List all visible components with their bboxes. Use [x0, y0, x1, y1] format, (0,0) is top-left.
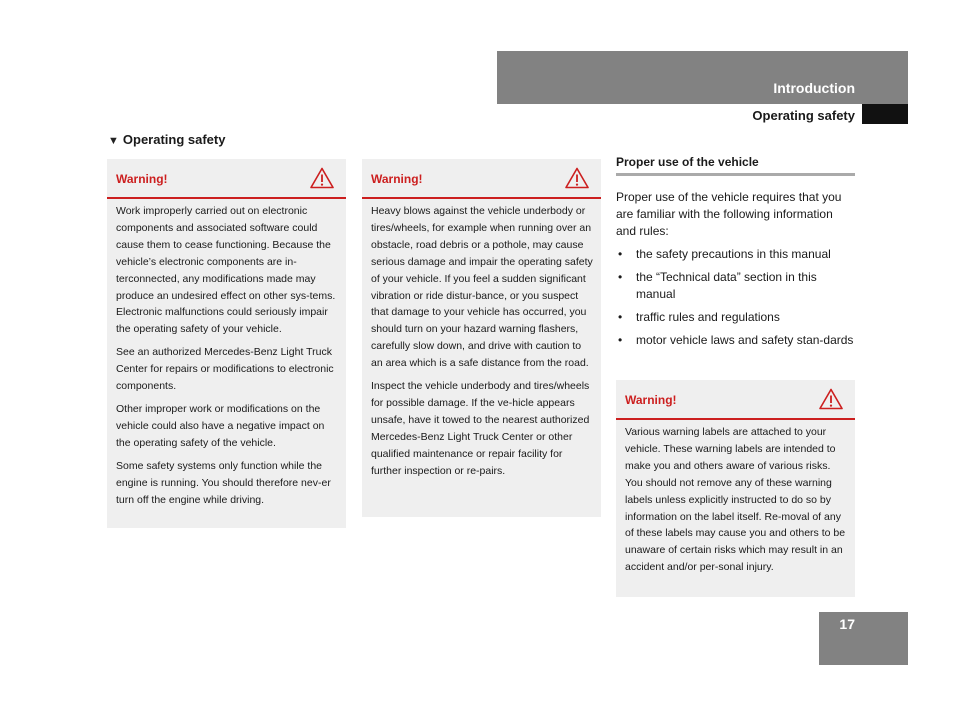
warning-triangle-icon — [565, 167, 589, 189]
proper-use-list — [616, 246, 855, 349]
page-number: 17 — [839, 616, 855, 632]
page-number-box — [819, 612, 908, 665]
warning-header — [107, 159, 346, 199]
list-item: • motor vehicle laws and safety stan-dards — [616, 332, 855, 349]
warning-box-labels — [616, 380, 855, 597]
chapter-title: Introduction — [773, 80, 855, 96]
warning-header — [616, 380, 855, 420]
list-item: • the “Technical data” section in this manual — [616, 269, 855, 303]
chapter-header-band — [497, 51, 908, 104]
warning-paragraph: Some safety systems only function while the engine is running. You should therefore nev-er turn off the engine while driving. — [116, 459, 331, 506]
warning-body — [362, 199, 601, 494]
warning-paragraph: Other improper work or modifications on the vehicle could also have a negative impact on the operating safety of the vehicle. — [116, 402, 325, 449]
warning-paragraph: Work improperly carried out on electronic components and associated software could cause them to cease functioning. Because the vehicle’s electronic components are in-terconnected, any modifications made may produce an undesired effect on other sys-tems. Electronic malfunctions could seriously impair the operating safety of your vehicle. — [116, 205, 336, 336]
triangle-down-icon: ▼ — [108, 135, 119, 147]
warning-paragraph: Inspect the vehicle underbody and tires/wheels for possible damage. If the ve-hicle appears unsafe, have it towed to the nearest authorized Mercedes-Benz Light Truck Center or other qualified maintenance or repair facility for further inspection or re-pairs. — [371, 380, 590, 477]
warning-label: Warning! — [116, 172, 168, 186]
section-subtitle: Operating safety — [752, 108, 855, 123]
proper-use-heading: Proper use of the vehicle — [616, 155, 855, 176]
list-item: • traffic rules and regulations — [616, 309, 855, 326]
warning-box-underbody — [362, 159, 601, 517]
warning-paragraph: Various warning labels are attached to your vehicle. These warning labels are intended to make you and others aware of various risks. You should not remove any of these warning labels unless explicitly instructed to do so by information on the label itself. Re-moval of any of these labels may cause you and others to be unaware of certain risks which may result in an accident and/or per-sonal injury. — [625, 426, 846, 574]
warning-paragraph: See an authorized Mercedes-Benz Light Truck Center for repairs or modifications to electronic components. — [116, 346, 334, 393]
warning-triangle-icon — [310, 167, 334, 189]
section-tab-marker — [862, 104, 908, 124]
proper-use-section — [616, 155, 855, 355]
section-heading-text: Operating safety — [122, 132, 226, 147]
warning-paragraph: Heavy blows against the vehicle underbody or tires/wheels, for example when running over an obstacle, road debris or a pothole, may cause serious damage and impair the operating safety of your vehicle. If you feel a sudden significant vibration or ride distur-bance, or you suspect that damage to your vehicle has occurred, you should turn on your hazard warning flashers, carefully slow down, and drive with caution to an area which is a safe distance from the road. — [371, 205, 593, 370]
warning-box-electronics — [107, 159, 346, 528]
warning-label: Warning! — [625, 393, 677, 407]
warning-header — [362, 159, 601, 199]
proper-use-intro: Proper use of the vehicle requires that you are familiar with the following information and rules: — [616, 190, 842, 238]
warning-triangle-icon — [819, 388, 843, 410]
section-heading — [108, 132, 225, 147]
warning-label: Warning! — [371, 172, 423, 186]
warning-body — [107, 199, 346, 522]
warning-body — [616, 420, 855, 590]
list-item: • the safety precautions in this manual — [616, 246, 855, 263]
